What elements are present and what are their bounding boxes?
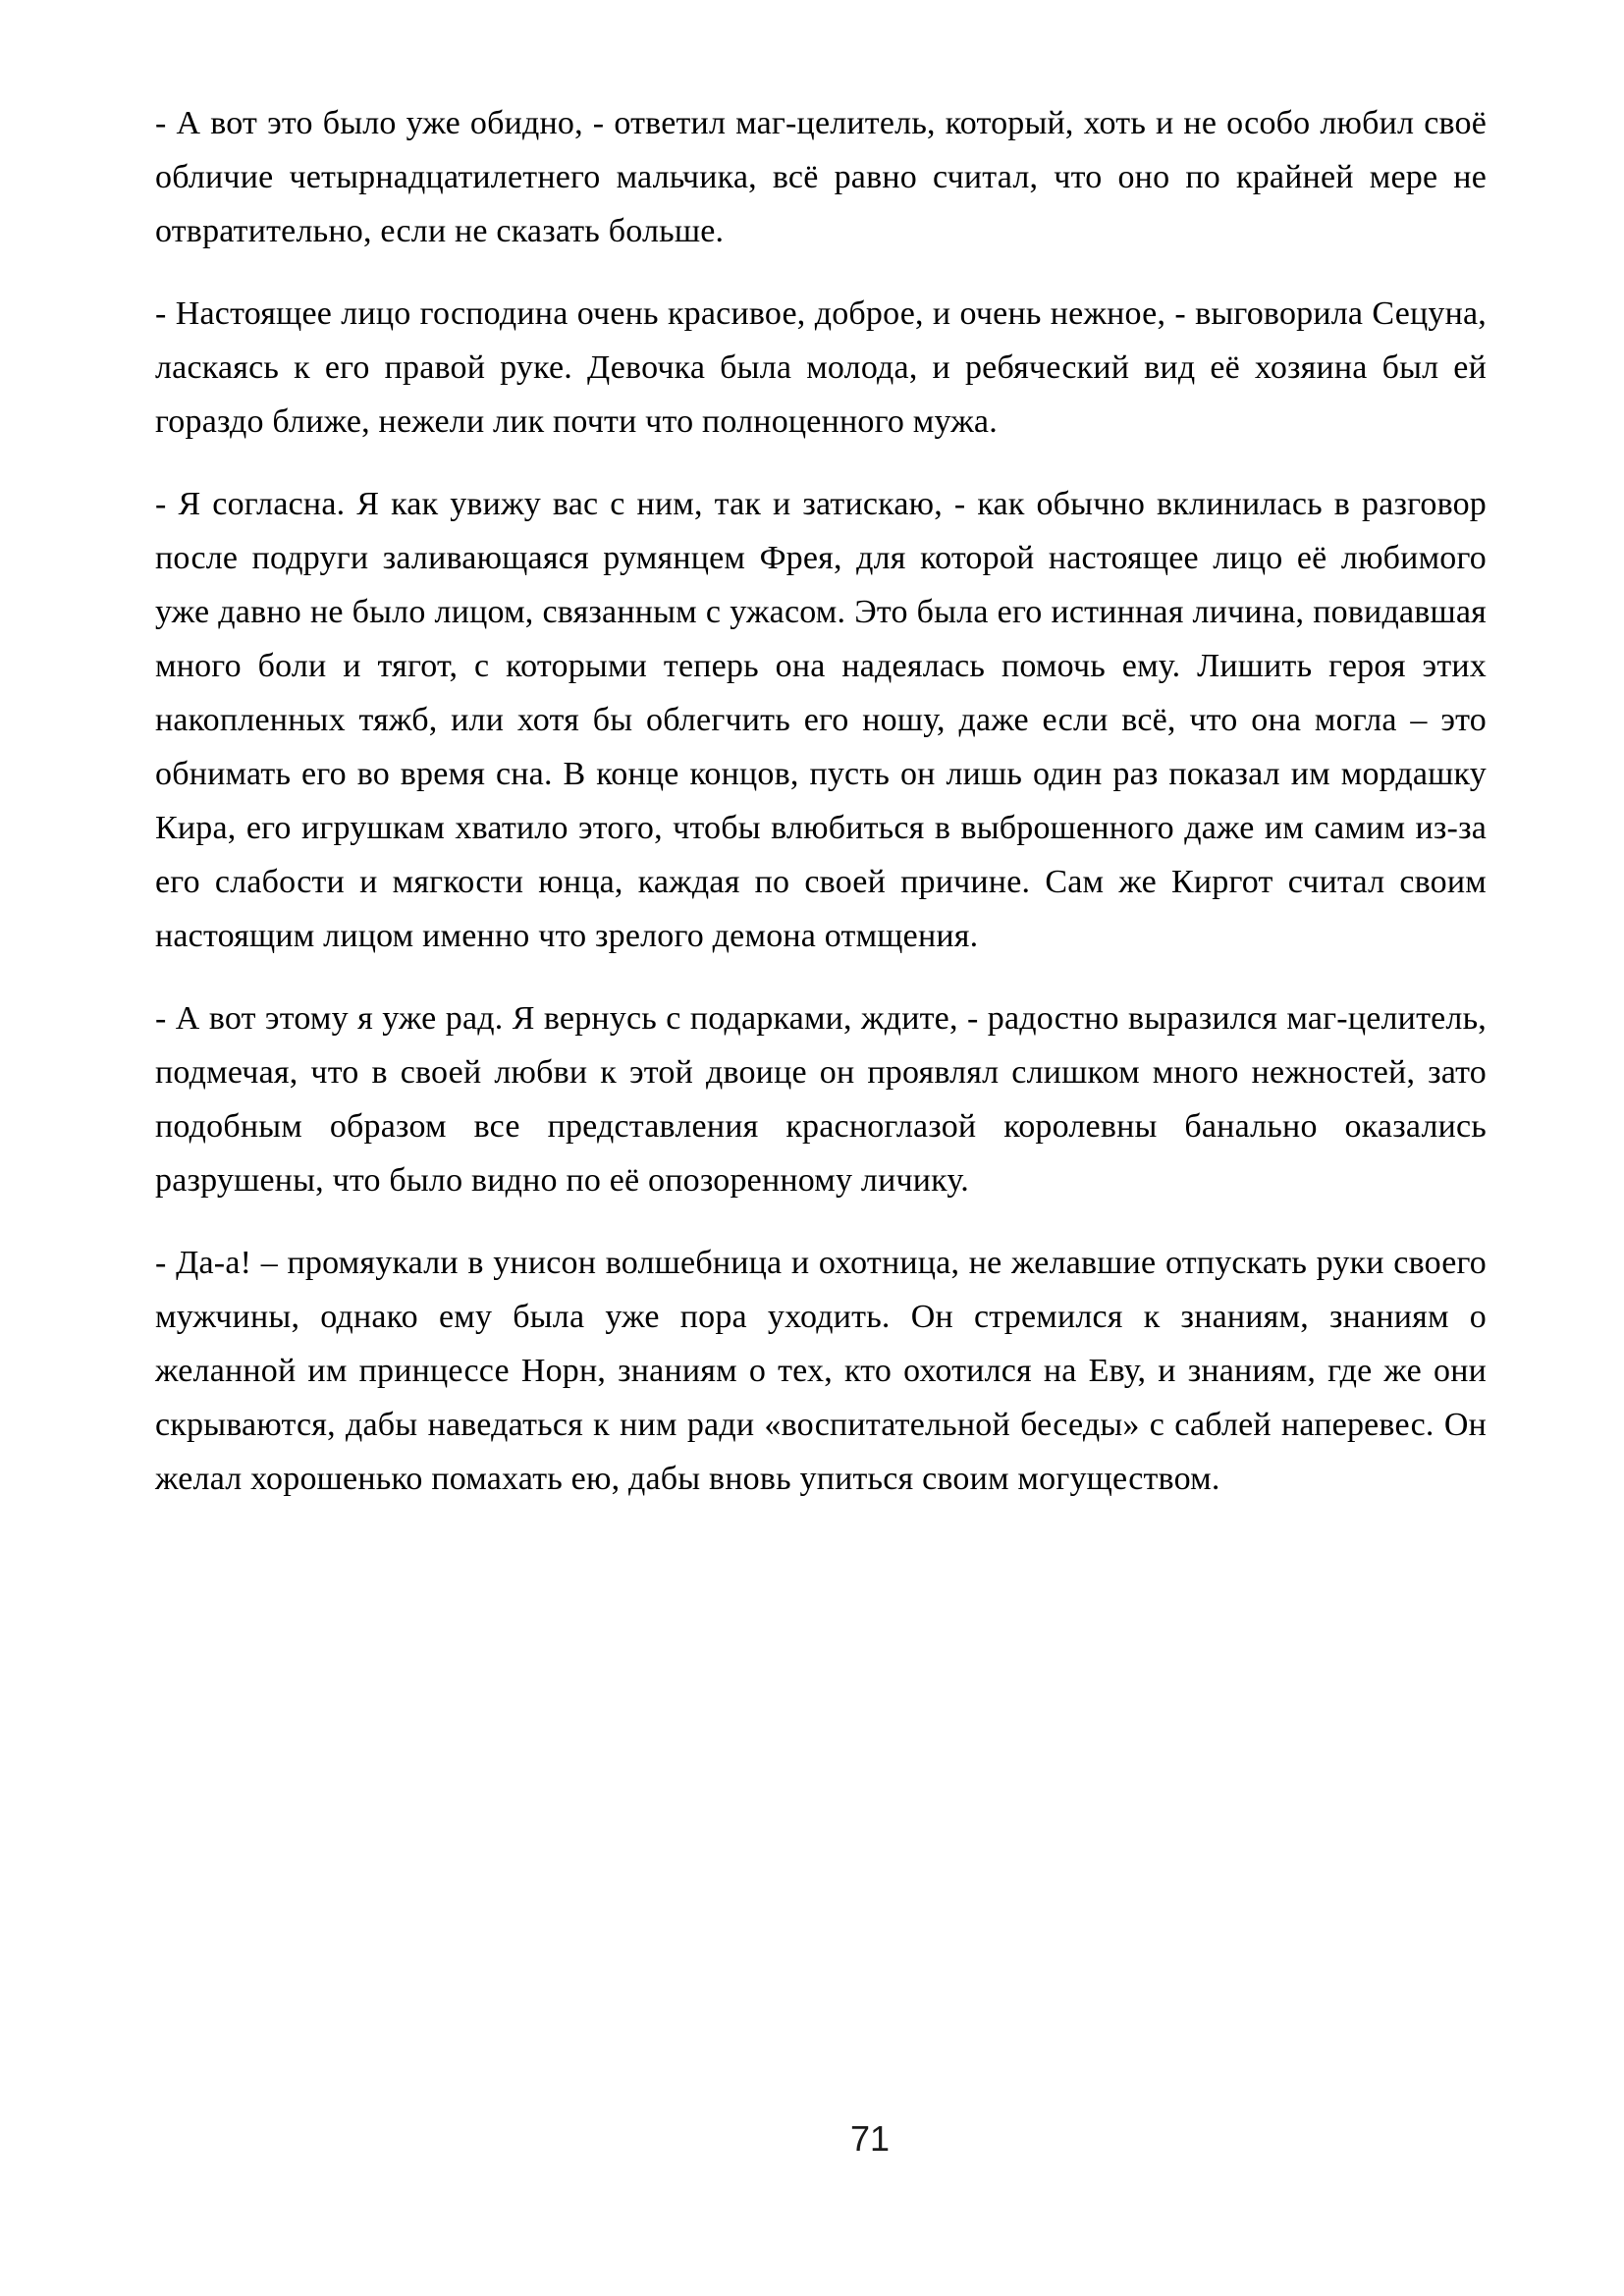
paragraph: - А вот этому я уже рад. Я вернусь с подарками, ждите, - радостно выразился маг-целитель, подмечая, что в своей любви к этой двоице он проявлял слишком много нежностей, зато подобным образом все представления красноглазой королевны банально оказались разрушены, что было видно по её опозоренному личику. xyxy=(155,1000,1487,1199)
paragraph: - Да-а! – промяукали в унисон волшебница и охотница, не желавшие отпускать руки своего мужчины, однако ему была уже пора уходить. Он стремился к знаниям, знаниям о желанной им принцессе Норн, знаниям о тех, кто охотился на Еву, и знаниям, где же они скрываются, дабы наведаться к ним ради «воспитательной беседы» с саблей наперевес. Он желал хорошенько помахать ею, дабы вновь упиться своим могуществом. xyxy=(155,1245,1487,1497)
paragraph: - Я согласна. Я как увижу вас с ним, так и затискаю, - как обычно вклинилась в разговор после подруги заливающаяся румянцем Фрея, для которой настоящее лицо её любимого уже давно не было лицом, связанным с ужасом. Это была его истинная личина, повидавшая много боли и тягот, с которыми теперь она надеялась помочь ему. Лишить героя этих накопленных тяжб, или хотя бы облегчить его ношу, даже если всё, что она могла – это обнимать его во время сна. В конце концов, пусть он лишь один раз показал им мордашку Кира, его игрушкам хватило этого, чтобы влюбиться в выброшенного даже им самим из-за его слабости и мягкости юнца, каждая по своей причине. Сам же Киргот считал своим настоящим лицом именно что зрелого демона отмщения. xyxy=(155,486,1487,954)
paragraph: - А вот это было уже обидно, - ответил маг-целитель, который, хоть и не особо любил своё обличие четырнадцатилетнего мальчика, всё равно считал, что оно по крайней мере не отвратительно, если не сказать больше. xyxy=(155,105,1487,249)
paragraph: - Настоящее лицо господина очень красивое, доброе, и очень нежное, - выговорила Сецуна, ласкаясь к его правой руке. Девочка была молода, и ребяческий вид её хозяина был ей гораздо ближе, нежели лик почти что полноценного мужа. xyxy=(155,295,1487,440)
text-block xyxy=(155,96,1487,1534)
page-number: 71 xyxy=(849,2118,891,2159)
